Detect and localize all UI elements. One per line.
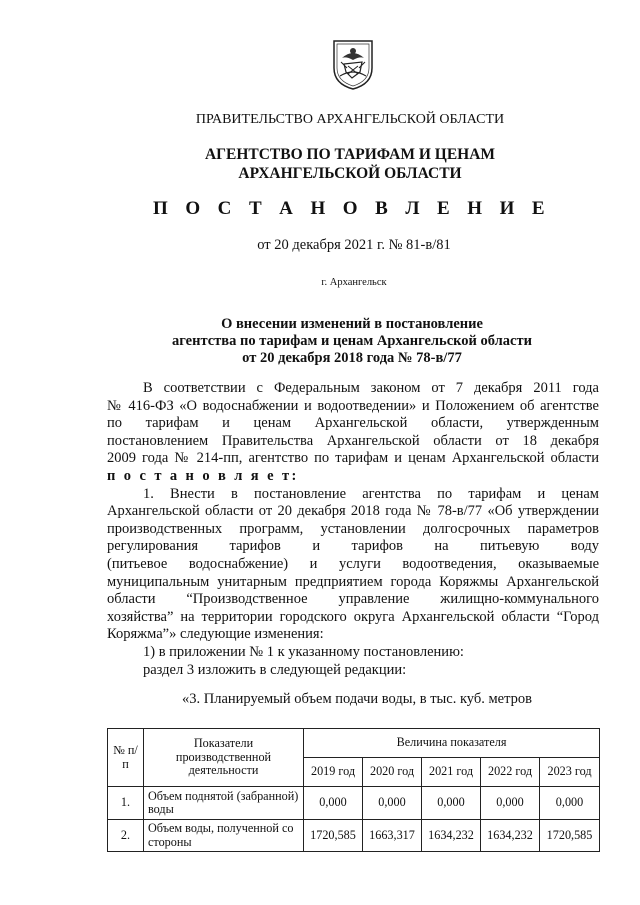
item1-line: 1. Внести в постановление агентства по тарифам и ценам [143,485,599,502]
item1-line: регулирования тарифов и тарифов на питьевую воду [107,538,599,555]
table-caption: «3. Планируемый объем подачи воды, в тыс. куб. метров [182,691,532,707]
table-row [108,820,600,852]
document-date-number: от 20 декабря 2021 г. № 81-в/81 [257,237,451,253]
subject-line3: от 20 декабря 2018 года № 78-в/77 [242,350,462,366]
agency-name [30,145,640,183]
row-value: 1720,585 [304,820,363,852]
item1-line: Архангельской области от 20 декабря 2018 года № 78-в/77 «Об утверждении [107,503,599,520]
agency-name-line1: АГЕНТСТВО ПО ТАРИФАМ И ЦЕНАМ [204,146,496,163]
row-value: 1634,232 [481,820,540,852]
row-value: 0,000 [422,787,481,820]
row-value: 1663,317 [363,820,422,852]
row-value: 0,000 [363,787,422,820]
item1-line: муниципальным унитарным предприятием города Коряжмы Архангельской [107,573,599,590]
preamble-line: № 416-ФЗ «О водоснабжении и водоотведении» и Положением об агентстве [107,397,599,414]
preamble-line: В соответствии с Федеральным законом от 7 декабря 2011 года [143,380,599,396]
preamble-line: по тарифам и ценам Архангельской области, утвержденным [107,415,599,432]
header-year: 2020 год [363,758,422,787]
row-value: 0,000 [481,787,540,820]
row-number: 2. [108,820,144,852]
document-body [107,380,599,679]
header-year: 2023 год [540,758,600,787]
header-indicator: Показатели производственной деятельности [144,729,304,787]
header-year: 2022 год [481,758,540,787]
postanovlyaet: п о с т а н о в л я е т: [107,467,299,484]
row-value: 0,000 [540,787,600,820]
row-number: 1. [108,787,144,820]
item1-line: (питьевое водоснабжение) и услуги водоотведения, оказываемые [107,555,599,572]
row-value: 1720,585 [540,820,600,852]
row-value: 1634,232 [422,820,481,852]
row-label: Объем воды, полученной со стороны [144,820,304,852]
item1-line: хозяйства” на территории городского округа Архангельской области “Город [107,608,599,625]
row-value: 0,000 [304,787,363,820]
subitem-line: раздел 3 изложить в следующей редакции: [143,661,407,678]
row-label: Объем поднятой (забранной) воды [144,787,304,820]
preamble-line: постановлением Правительства Архангельской области от 18 декабря [107,432,599,449]
table-row [108,787,600,820]
document-type: П О С Т А Н О В Л Е Н И Е [153,198,551,219]
header-year: 2021 год [422,758,481,787]
document-city: г. Архангельск [321,277,387,288]
agency-name-line2: АРХАНГЕЛЬСКОЙ ОБЛАСТИ [238,165,462,182]
item1-line: области “Производственное управление жилищно-коммунального [107,591,599,608]
government-name: ПРАВИТЕЛЬСТВО АРХАНГЕЛЬСКОЙ ОБЛАСТИ [195,112,505,127]
item1-line: Коряжма”» следующие изменения: [107,626,324,643]
indicator-table [107,728,600,852]
item1-line: производственных программ, установлении долгосрочных параметров [107,520,599,537]
subitem-line: 1) в приложении № 1 к указанному постановлению: [143,643,464,660]
header-value: Величина показателя [304,729,600,758]
arkhangelsk-coat-of-arms-icon [332,38,374,90]
header-number: № п/п [108,729,144,787]
document-subject [32,316,640,367]
subject-line2: агентства по тарифам и ценам Архангельской области [172,333,532,349]
header-year: 2019 год [304,758,363,787]
preamble-line: 2009 года № 214-пп, агентство по тарифам и ценам Архангельской области [107,450,599,467]
subject-line1: О внесении изменений в постановление [221,316,483,332]
